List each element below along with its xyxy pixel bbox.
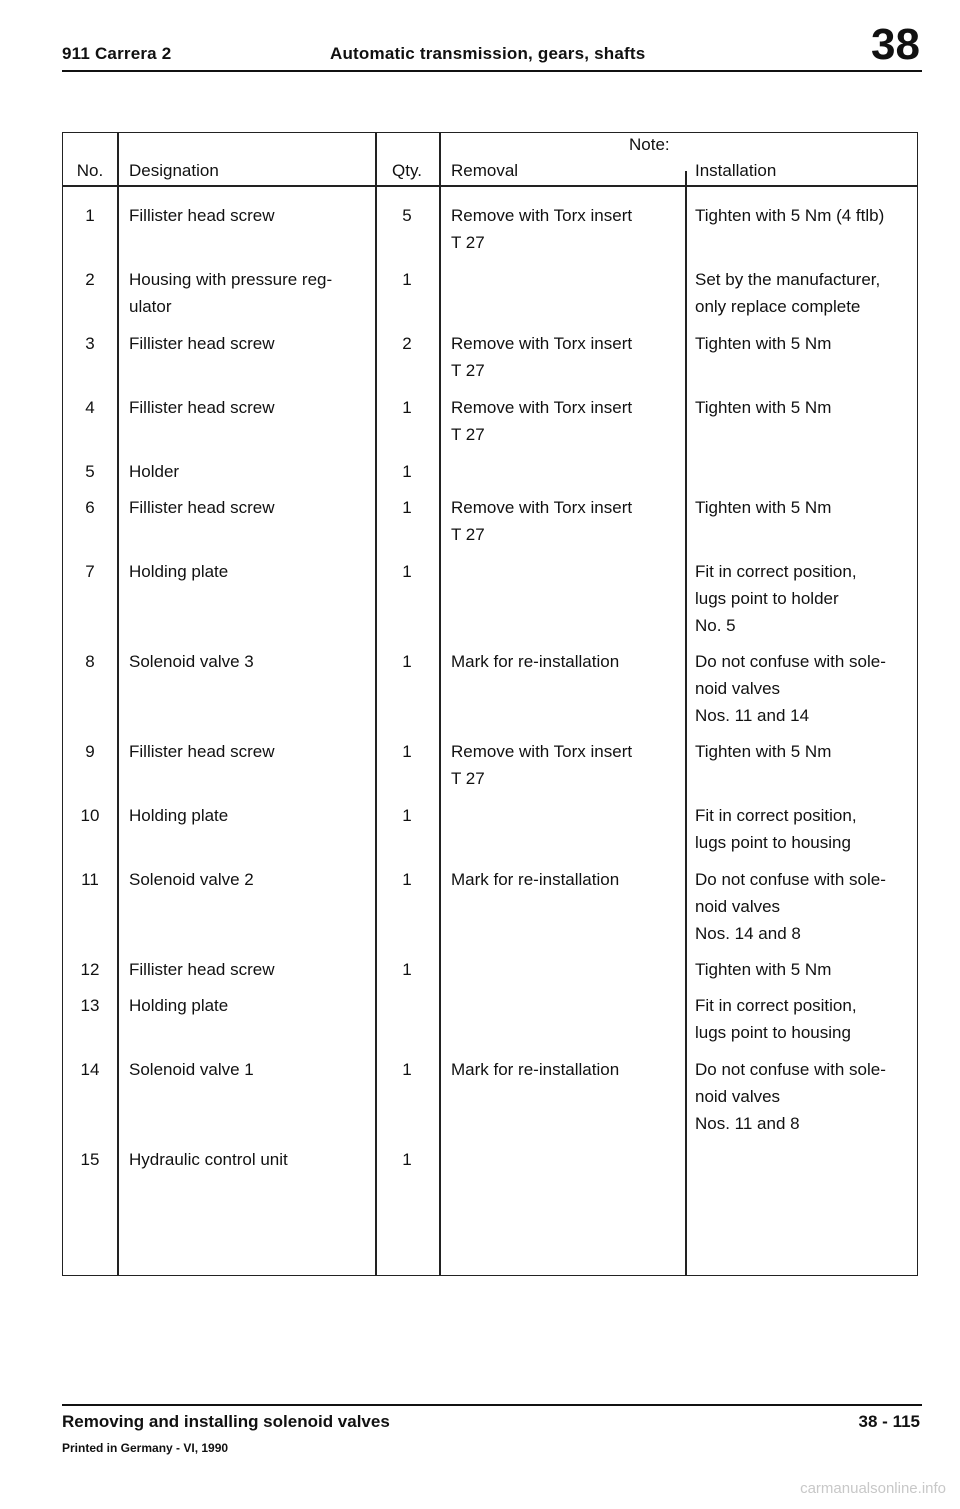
col-header-designation: Designation xyxy=(129,161,219,180)
row-number: 1 xyxy=(85,206,95,225)
row-designation-line: Holding plate xyxy=(129,996,229,1015)
row-designation xyxy=(129,1146,369,1173)
row-installation-note-line: lugs point to housing xyxy=(695,833,851,852)
row-designation-line: Hydraulic control unit xyxy=(129,1150,288,1169)
row-removal-note-line: Remove with Torx insert xyxy=(451,334,633,353)
row-removal-note xyxy=(451,648,681,675)
row-installation-note-line: Tighten with 5 Nm xyxy=(695,960,832,979)
row-installation-note-line: Fit in correct position, xyxy=(695,806,857,825)
row-quantity: 1 xyxy=(402,960,412,979)
row-installation-note xyxy=(695,1056,915,1137)
column-divider xyxy=(117,133,119,1275)
row-designation xyxy=(129,458,369,485)
row-installation-note-line: Do not confuse with sole- xyxy=(695,870,886,889)
row-removal-note-line: Mark for re-installation xyxy=(451,652,620,671)
row-installation-note-line: Fit in correct position, xyxy=(695,562,857,581)
row-installation-note-line: Tighten with 5 Nm (4 ftlb) xyxy=(695,206,885,225)
row-number: 10 xyxy=(80,806,100,825)
row-removal-note-line: T 27 xyxy=(451,233,485,252)
row-installation-note-line: Tighten with 5 Nm xyxy=(695,742,832,761)
row-designation-line: Holding plate xyxy=(129,562,229,581)
row-removal-note-line: Remove with Torx insert xyxy=(451,498,633,517)
row-installation-note xyxy=(695,558,915,639)
row-removal-note-line: Mark for re-installation xyxy=(451,1060,620,1079)
row-removal-note xyxy=(451,738,681,792)
column-divider xyxy=(439,133,441,1275)
row-designation-line: Solenoid valve 1 xyxy=(129,1060,254,1079)
row-installation-note-line: No. 5 xyxy=(695,616,736,635)
row-installation-note xyxy=(695,648,915,729)
row-installation-note-line: Tighten with 5 Nm xyxy=(695,334,832,353)
col-header-installation: Installation xyxy=(695,161,777,180)
row-designation xyxy=(129,330,369,357)
row-removal-note-line: T 27 xyxy=(451,361,485,380)
row-installation-note-line: Nos. 14 and 8 xyxy=(695,924,801,943)
row-installation-note-line: lugs point to housing xyxy=(695,1023,851,1042)
footer-rule xyxy=(62,1404,922,1406)
row-installation-note-line: noid valves xyxy=(695,1087,781,1106)
row-quantity: 1 xyxy=(402,398,412,417)
row-number: 3 xyxy=(85,334,95,353)
row-quantity: 1 xyxy=(402,270,412,289)
row-designation-line: Fillister head screw xyxy=(129,960,275,979)
row-number: 11 xyxy=(81,870,99,889)
column-divider xyxy=(375,133,377,1275)
row-installation-note xyxy=(695,494,915,521)
print-note: Printed in Germany - VI, 1990 xyxy=(62,1441,229,1455)
row-number: 5 xyxy=(85,462,95,481)
row-removal-note-line: Remove with Torx insert xyxy=(451,206,633,225)
row-installation-note-line: noid valves xyxy=(695,679,781,698)
row-number: 9 xyxy=(85,742,95,761)
row-number: 2 xyxy=(85,270,95,289)
row-removal-note-line: T 27 xyxy=(451,525,485,544)
row-installation-note-line: Fit in correct position, xyxy=(695,996,857,1015)
col-header-note: Note: xyxy=(629,135,670,154)
row-designation xyxy=(129,558,369,585)
parts-table xyxy=(62,132,918,1276)
row-designation-line: Fillister head screw xyxy=(129,206,275,225)
row-quantity: 1 xyxy=(402,742,412,761)
row-installation-note xyxy=(695,266,915,320)
row-number: 4 xyxy=(85,398,95,417)
row-designation xyxy=(129,738,369,765)
col-header-removal: Removal xyxy=(451,161,519,180)
row-installation-note-line: Do not confuse with sole- xyxy=(695,1060,886,1079)
row-designation xyxy=(129,802,369,829)
row-removal-note-line: T 27 xyxy=(451,425,485,444)
row-number: 7 xyxy=(85,562,95,581)
page-number: 38 - 115 xyxy=(858,1412,920,1431)
chapter-number: 38 xyxy=(871,20,920,69)
row-designation xyxy=(129,1056,369,1083)
section-title: Automatic transmission, gears, shafts xyxy=(330,44,646,63)
row-installation-note xyxy=(695,394,915,421)
row-designation xyxy=(129,394,369,421)
row-removal-note xyxy=(451,866,681,893)
row-designation xyxy=(129,494,369,521)
row-designation xyxy=(129,202,369,229)
row-designation-line: Fillister head screw xyxy=(129,398,275,417)
row-installation-note xyxy=(695,992,915,1046)
watermark: carmanualsonline.info xyxy=(800,1480,946,1497)
row-number: 14 xyxy=(80,1060,100,1079)
row-installation-note xyxy=(695,956,915,983)
row-designation xyxy=(129,266,369,320)
row-quantity: 1 xyxy=(402,806,412,825)
header-rule xyxy=(62,70,922,72)
row-number: 13 xyxy=(80,996,100,1015)
row-quantity: 1 xyxy=(402,562,412,581)
row-quantity: 1 xyxy=(402,498,412,517)
row-removal-note-line: Remove with Torx insert xyxy=(451,742,633,761)
row-designation-line: Fillister head screw xyxy=(129,742,275,761)
row-designation-line: Holder xyxy=(129,462,180,481)
row-removal-note-line: Remove with Torx insert xyxy=(451,398,633,417)
row-installation-note xyxy=(695,330,915,357)
row-designation-line: Solenoid valve 2 xyxy=(129,870,254,889)
row-number: 8 xyxy=(85,652,95,671)
row-installation-note-line: lugs point to holder xyxy=(695,589,839,608)
row-quantity: 5 xyxy=(402,206,412,225)
row-designation-line: Holding plate xyxy=(129,806,229,825)
row-number: 15 xyxy=(80,1150,100,1169)
row-quantity: 2 xyxy=(402,334,412,353)
row-designation xyxy=(129,992,369,1019)
row-designation-line: Solenoid valve 3 xyxy=(129,652,254,671)
row-designation xyxy=(129,956,369,983)
row-quantity: 1 xyxy=(402,652,412,671)
model-name: 911 Carrera 2 xyxy=(62,44,172,63)
row-removal-note xyxy=(451,202,681,256)
row-designation xyxy=(129,648,369,675)
row-quantity: 1 xyxy=(402,462,412,481)
row-installation-note-line: Nos. 11 and 14 xyxy=(695,706,810,725)
row-removal-note-line: Mark for re-installation xyxy=(451,870,620,889)
row-installation-note-line: Do not confuse with sole- xyxy=(695,652,886,671)
row-installation-note xyxy=(695,802,915,856)
row-installation-note-line: noid valves xyxy=(695,897,781,916)
row-number: 12 xyxy=(80,960,100,979)
row-removal-note xyxy=(451,494,681,548)
row-quantity: 1 xyxy=(402,1150,412,1169)
row-removal-note-line: T 27 xyxy=(451,769,485,788)
row-designation-line: ulator xyxy=(129,297,172,316)
row-installation-note xyxy=(695,202,915,229)
row-designation-line: Housing with pressure reg- xyxy=(129,270,333,289)
row-removal-note xyxy=(451,330,681,384)
row-designation xyxy=(129,866,369,893)
header-divider xyxy=(63,185,917,187)
row-installation-note-line: Tighten with 5 Nm xyxy=(695,398,832,417)
row-number: 6 xyxy=(85,498,95,517)
col-header-no: No. xyxy=(76,161,104,180)
row-installation-note-line: Nos. 11 and 8 xyxy=(695,1114,800,1133)
row-quantity: 1 xyxy=(402,870,412,889)
row-removal-note xyxy=(451,394,681,448)
column-divider xyxy=(685,171,687,1275)
row-removal-note xyxy=(451,1056,681,1083)
row-installation-note xyxy=(695,866,915,947)
footer-title: Removing and installing solenoid valves xyxy=(62,1412,390,1431)
row-installation-note-line: Set by the manufacturer, xyxy=(695,270,881,289)
row-installation-note-line: only replace complete xyxy=(695,297,861,316)
col-header-qty: Qty. xyxy=(392,161,422,180)
row-designation-line: Fillister head screw xyxy=(129,334,275,353)
row-installation-note-line: Tighten with 5 Nm xyxy=(695,498,832,517)
row-quantity: 1 xyxy=(402,1060,412,1079)
row-installation-note xyxy=(695,738,915,765)
row-designation-line: Fillister head screw xyxy=(129,498,275,517)
